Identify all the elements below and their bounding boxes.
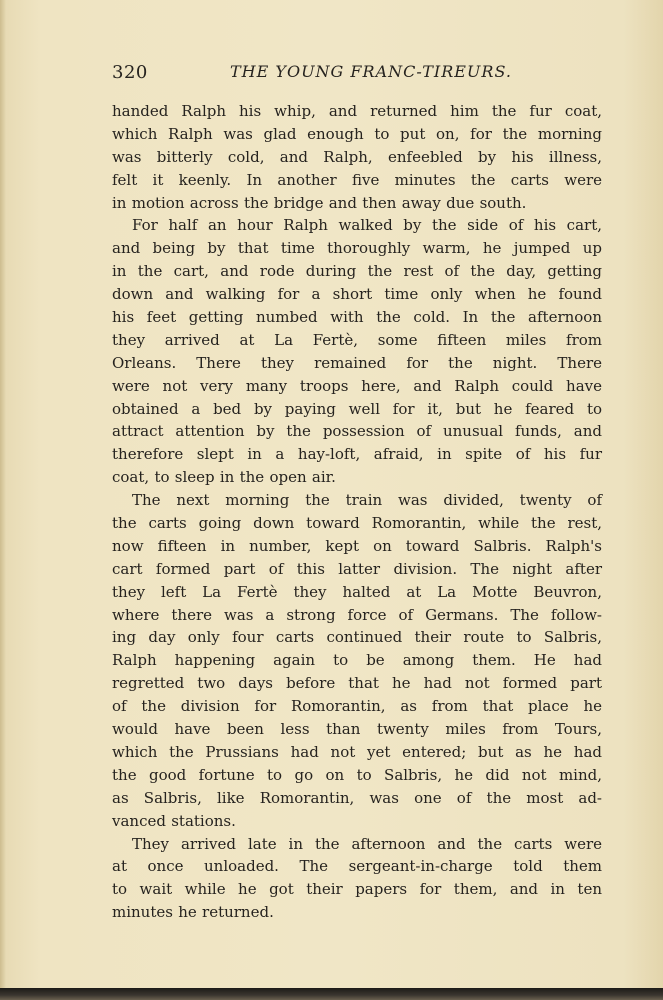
text-line: in motion across the bridge and then away due south. xyxy=(112,193,527,212)
text-line: handed Ralph his whip, and returned him the fur coat, xyxy=(112,102,602,120)
text-line: they left La Fertè they halted at La Motte Beuvron, xyxy=(112,582,602,601)
text-line: Ralph happening again to be among them. He had xyxy=(112,651,602,670)
text-line: which Ralph was glad enough to put on, for the morning xyxy=(112,124,602,143)
text-line: was bitterly cold, and Ralph, enfeebled by his illness, xyxy=(112,147,602,166)
text-line: regretted two days before that he had not formed part xyxy=(112,674,602,693)
text-line: therefore slept in a hay-loft, afraid, in spite of his fur xyxy=(112,445,602,464)
page-bottom-edge xyxy=(0,988,663,1000)
text-line: down and walking for a short time only when he found xyxy=(112,285,602,304)
text-line: were not very many troops here, and Ralph could have xyxy=(112,376,602,395)
text-line: as Salbris, like Romorantin, was one of the most ad- xyxy=(112,788,602,807)
text-line: obtained a bed by paying well for it, but he feared to xyxy=(112,399,602,418)
text-line: cart formed part of this latter division. The night after xyxy=(112,559,602,578)
text-line: ing day only four carts continued their route to Salbris, xyxy=(112,628,602,647)
text-line: Orleans. There they remained for the night. There xyxy=(112,353,602,372)
text-line: coat, to sleep in the open air. xyxy=(112,468,336,487)
binding-edge xyxy=(0,0,6,1000)
text-line: which the Prussians had not yet entered; but as he had xyxy=(112,742,602,761)
text-line: felt it keenly. In another five minutes the carts were xyxy=(112,170,602,189)
text-line: would have been less than twenty miles from Tours, xyxy=(112,720,602,739)
text-line: now fifteen in number, kept on toward Salbris. Ralph's xyxy=(112,536,602,555)
text-line: to wait while he got their papers for them, and in ten xyxy=(112,880,602,899)
text-line: his feet getting numbed with the cold. In the afternoon xyxy=(112,308,602,327)
text-line: They arrived late in the afternoon and the carts were xyxy=(132,834,602,853)
page-number: 320 xyxy=(112,62,148,83)
text-line: where there was a strong force of Germans. The follow- xyxy=(112,605,602,624)
text-line: at once unloaded. The sergeant-in-charge told them xyxy=(112,857,602,876)
text-line: of the division for Romorantin, as from that place he xyxy=(112,697,602,716)
text-line: The next morning the train was divided, twenty of xyxy=(132,491,602,510)
running-title: THE YOUNG FRANC-TIREURS. xyxy=(230,62,512,81)
text-line: the carts going down toward Romorantin, while the rest, xyxy=(112,514,602,533)
body-text xyxy=(112,100,602,924)
text-line: in the cart, and rode during the rest of the day, getting xyxy=(112,262,602,281)
text-line: the good fortune to go on to Salbris, he did not mind, xyxy=(112,765,602,784)
running-head xyxy=(112,62,602,86)
text-line: they arrived at La Fertè, some fifteen miles from xyxy=(112,330,602,349)
text-line: For half an hour Ralph walked by the side of his cart, xyxy=(132,216,602,235)
text-line: attract attention by the possession of unusual funds, and xyxy=(112,422,602,441)
text-line: minutes he returned. xyxy=(112,903,274,922)
text-line: and being by that time thoroughly warm, he jumped up xyxy=(112,239,602,258)
text-line: vanced stations. xyxy=(112,811,236,830)
